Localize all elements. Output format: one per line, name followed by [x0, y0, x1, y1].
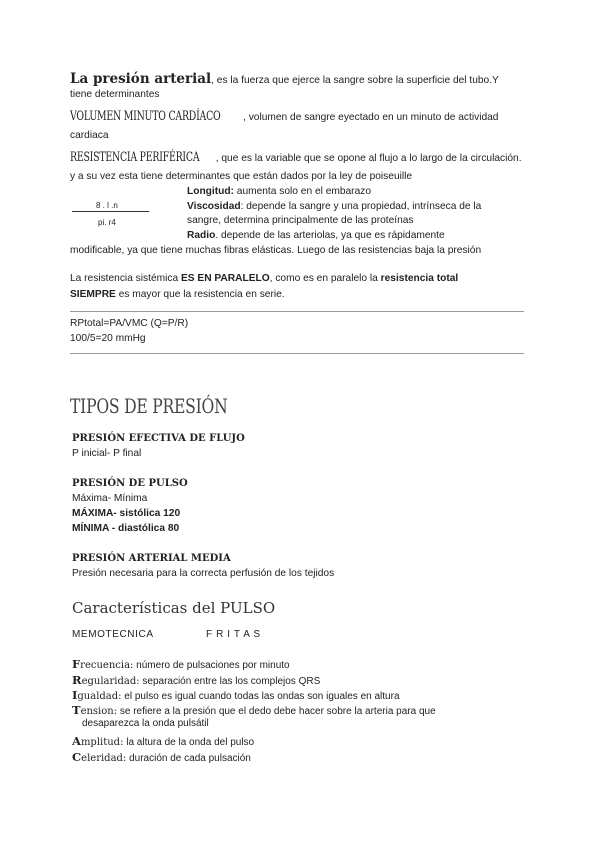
calc-line2: 100/5=20 mmHg — [70, 333, 146, 344]
intro-text: , es la fuerza que ejerce la sangre sobre la superficie del tubo.Y — [211, 75, 499, 86]
paralelo-bold-3: SIEMPRE — [70, 289, 116, 300]
list-item-text: el pulso es igual cuando todas las ondas son iguales en altura — [121, 691, 400, 702]
radio-label: Radio — [187, 230, 216, 241]
divider-bottom — [70, 353, 524, 354]
list-item-text: la altura de la onda del pulso — [123, 737, 255, 748]
pulso-text: Máxima- Mínima — [72, 493, 148, 504]
list-item-text: se refiere a la presión que el dedo debe hacer sobre la arteria para que — [117, 706, 436, 717]
efectiva-text: P inicial- P final — [72, 448, 142, 459]
radio-line2: modificable, ya que tiene muchas fibras elásticas. Luego de las resistencias baja la presión — [70, 245, 482, 256]
rp-heading: RESISTENCIA PERIFÉRICA — [70, 150, 200, 165]
formula-denominator: pi. r4 — [98, 218, 116, 227]
list-item-text: separación entre las los complejos QRS — [139, 676, 321, 687]
list-item — [72, 734, 254, 748]
list-item — [72, 657, 290, 671]
list-item-letter: R — [72, 673, 82, 687]
formula-numerator: 8 . l .n — [96, 201, 118, 210]
divider-top — [70, 311, 524, 312]
list-item-term: eleridad: — [81, 753, 127, 764]
presion-arterial-term: La presión arterial — [70, 71, 212, 87]
paralelo-text-2: , como es en paralelo la — [269, 273, 381, 284]
tipos-heading: TIPOS DE PRESIÓN — [70, 394, 228, 418]
paralelo-text-3: es mayor que la resistencia en serie. — [115, 289, 285, 300]
list-item-term: gualdad: — [77, 691, 122, 702]
rp-text: , que es la variable que se opone al flujo a lo largo de la circulación. — [215, 153, 522, 164]
pulso-title: PRESIÓN DE PULSO — [72, 478, 188, 489]
longitud-text: aumenta solo en el embarazo — [233, 186, 372, 197]
list-item-term: ension: — [80, 706, 118, 717]
list-item-letter: C — [72, 750, 82, 764]
paralelo-line2 — [70, 289, 285, 300]
radio-text: . depende de las arteriolas, ya que es rápidamente — [215, 230, 445, 241]
list-item — [72, 673, 320, 687]
list-item-continuation: desaparezca la onda pulsátil — [82, 718, 209, 729]
vmc-text: , volumen de sangre eyectado en un minuto de actividad — [243, 112, 499, 123]
list-item-term: mplitud: — [80, 737, 124, 748]
list-item-letter: I — [72, 688, 78, 702]
longitud-label: Longitud: — [187, 186, 234, 197]
list-item-text: número de pulsaciones por minuto — [133, 660, 290, 671]
list-item-letter: T — [72, 703, 81, 717]
media-title: PRESIÓN ARTERIAL MEDIA — [72, 553, 231, 564]
calc-line1: RPtotal=PA/VMC (Q=P/R) — [70, 318, 189, 329]
viscosidad-label: Viscosidad — [187, 201, 241, 212]
maxima-text: MÁXIMA- sistólica 120 — [72, 508, 181, 519]
viscosidad-text: : depende la sangre y una propiedad, intrínseca de la — [240, 201, 482, 212]
list-item-text: duración de cada pulsación — [126, 753, 251, 764]
list-item-letter: A — [72, 734, 81, 748]
paralelo-bold-1: ES EN PARALELO — [180, 273, 270, 284]
memotecnica-value: F R I T A S — [206, 629, 261, 640]
paralelo-text-1: La resistencia sistémica — [70, 273, 181, 284]
list-item-term: egularidad: — [81, 676, 140, 687]
radio-line — [187, 230, 445, 241]
caracteristicas-heading: Características del PULSO — [72, 599, 276, 617]
vmc-heading: VOLUMEN MINUTO CARDÍACO — [70, 109, 221, 124]
rp-line1 — [70, 150, 522, 165]
memotecnica-label: MEMOTECNICA — [72, 629, 154, 640]
intro-paragraph-line2: tiene determinantes — [70, 89, 160, 100]
paralelo-bold-2: resistencia total — [380, 273, 459, 284]
list-item-letter: F — [72, 657, 81, 671]
minima-text: MÍNIMA - diastólica 80 — [72, 523, 180, 534]
list-item — [72, 750, 251, 764]
viscosidad-line — [187, 201, 481, 212]
list-item-term: recuencia: — [80, 660, 134, 671]
list-item — [72, 688, 400, 702]
efectiva-title: PRESIÓN EFECTIVA DE FLUJO — [72, 433, 245, 444]
paralelo-line1 — [70, 273, 458, 284]
formula-fraction-line — [72, 211, 149, 212]
vmc-line2: cardiaca — [70, 130, 109, 141]
list-item — [72, 703, 436, 717]
media-text: Presión necesaria para la correcta perfusión de los tejidos — [72, 568, 335, 579]
vmc-line1 — [70, 109, 498, 124]
intro-paragraph-line1 — [70, 71, 499, 87]
rp-line2: y a su vez esta tiene determinantes que están dados por la ley de poiseuille — [70, 171, 413, 182]
viscosidad-line2: sangre, determina principalmente de las proteínas — [187, 215, 414, 226]
longitud-line — [187, 186, 371, 197]
